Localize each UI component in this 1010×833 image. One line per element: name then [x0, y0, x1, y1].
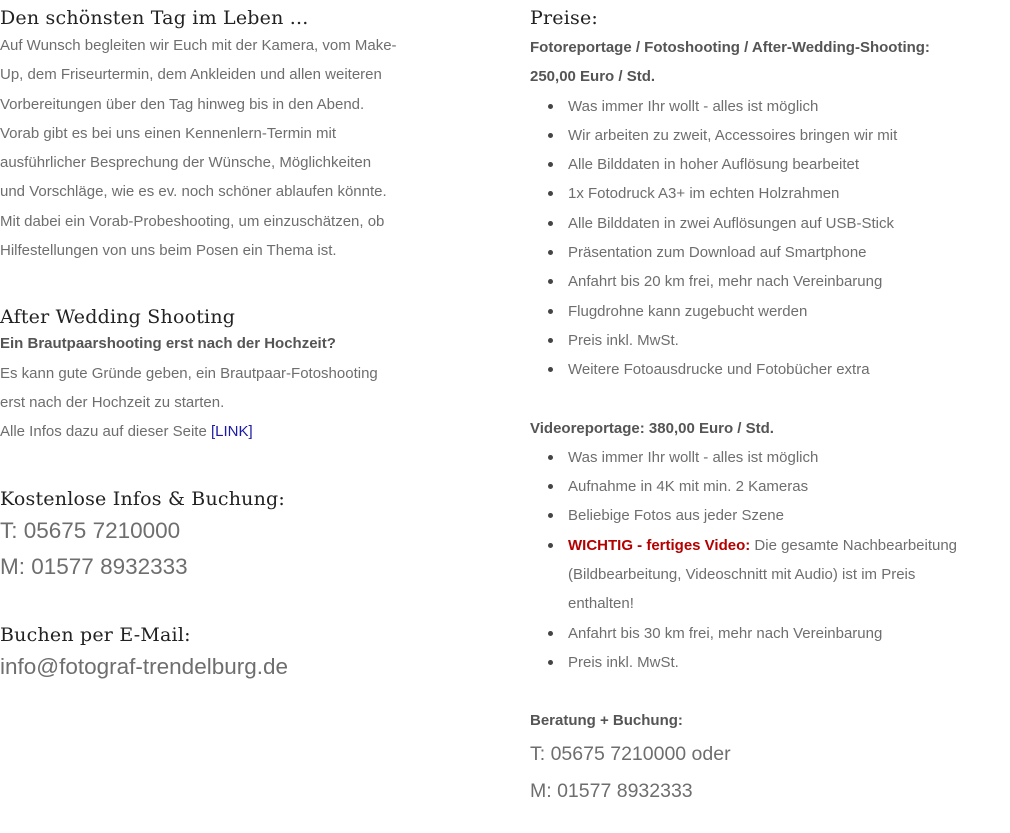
photo-package-title: Fotoreportage / Fotoshooting / After-Wedding-Shooting:: [530, 39, 930, 56]
list-item: Präsentation zum Download auf Smartphone: [530, 238, 1008, 267]
video-package-title: Videoreportage: 380,00 Euro / Std.: [530, 419, 774, 437]
after-wedding-link[interactable]: [LINK]: [210, 423, 253, 441]
list-item: Weitere Fotoausdrucke und Fotobücher extra: [530, 355, 1008, 384]
link-prefix: Alle Infos dazu auf dieser Seite: [0, 423, 211, 441]
left-column: [0, 0, 470, 685]
list-item-important: [530, 531, 1008, 619]
wedding-day-text: [0, 31, 470, 265]
contact-phone[interactable]: T: 05675 7210000 oder: [530, 742, 731, 765]
video-package-list: [530, 443, 1008, 677]
list-item: Alle Bilddaten in hoher Auflösung bearbeitet: [530, 150, 1008, 179]
important-text: enthalten!: [568, 595, 634, 613]
link-line: [0, 417, 470, 446]
text-line: ausführlicher Besprechung der Wünsche, Möglichkeiten: [0, 154, 372, 172]
list-item: Preis inkl. MwSt.: [530, 326, 1008, 355]
contact-title: Beratung + Buchung:: [530, 712, 683, 730]
text-line: Up, dem Friseurtermin, dem Ankleiden und allen weiteren: [0, 66, 382, 84]
photo-package-price: 250,00 Euro / Std.: [530, 68, 656, 86]
text-line: Auf Wunsch begleiten wir Euch mit der Kamera, vom Make-: [0, 37, 397, 54]
text-line: Vorbereitungen über den Tag hinweg bis in den Abend.: [0, 95, 365, 113]
mobile-number[interactable]: M: 01577 8932333: [0, 553, 188, 579]
text-line: Hilfestellungen von uns beim Posen ein Thema ist.: [0, 242, 337, 260]
prices-heading: Preise:: [530, 7, 598, 29]
text-line: und Vorschläge, wie es ev. noch schöner ablaufen könnte.: [0, 183, 387, 201]
list-item: Anfahrt bis 30 km frei, mehr nach Vereinbarung: [530, 619, 1008, 648]
list-item: Alle Bilddaten in zwei Auflösungen auf USB-Stick: [530, 209, 1008, 238]
list-item: Anfahrt bis 20 km frei, mehr nach Vereinbarung: [530, 267, 1008, 296]
email-booking-heading: Buchen per E-Mail:: [0, 623, 191, 646]
right-column: [530, 0, 1008, 810]
email-address[interactable]: info@fotograf-trendelburg.de: [0, 653, 289, 679]
important-text: Die gesamte Nachbearbeitung: [750, 536, 958, 554]
text-line: erst nach der Hochzeit zu starten.: [0, 393, 225, 411]
list-item: Beliebige Fotos aus jeder Szene: [530, 501, 1008, 530]
text-line: Es kann gute Gründe geben, ein Brautpaar-Fotoshooting: [0, 364, 378, 382]
after-wedding-heading: After Wedding Shooting: [0, 306, 236, 329]
text-line: Vorab gibt es bei uns einen Kennenlern-Termin mit: [0, 124, 337, 142]
list-item: Was immer Ihr wollt - alles ist möglich: [530, 443, 1008, 472]
list-item: Aufnahme in 4K mit min. 2 Kameras: [530, 472, 1008, 501]
phone-number[interactable]: T: 05675 7210000: [0, 517, 181, 543]
list-item: Wir arbeiten zu zweit, Accessoires bringen wir mit: [530, 121, 1008, 150]
list-item: Preis inkl. MwSt.: [530, 648, 1008, 677]
contact-mobile[interactable]: M: 01577 8932333: [530, 779, 693, 802]
wedding-day-heading: Den schönsten Tag im Leben ...: [0, 7, 309, 29]
list-item: Flugdrohne kann zugebucht werden: [530, 297, 1008, 326]
booking-info-heading: Kostenlose Infos & Buchung:: [0, 487, 286, 510]
after-wedding-subheading: Ein Brautpaarshooting erst nach der Hochzeit?: [0, 335, 336, 353]
list-item: Was immer Ihr wollt - alles ist möglich: [530, 92, 1008, 121]
text-line: Mit dabei ein Vorab-Probeshooting, um einzuschätzen, ob: [0, 212, 385, 230]
list-item: 1x Fotodruck A3+ im echten Holzrahmen: [530, 179, 1008, 208]
photo-package-list: [530, 92, 1008, 385]
important-text: (Bildbearbeitung, Videoschnitt mit Audio) ist im Preis: [568, 566, 916, 584]
important-label: WICHTIG - fertiges Video:: [568, 536, 751, 554]
